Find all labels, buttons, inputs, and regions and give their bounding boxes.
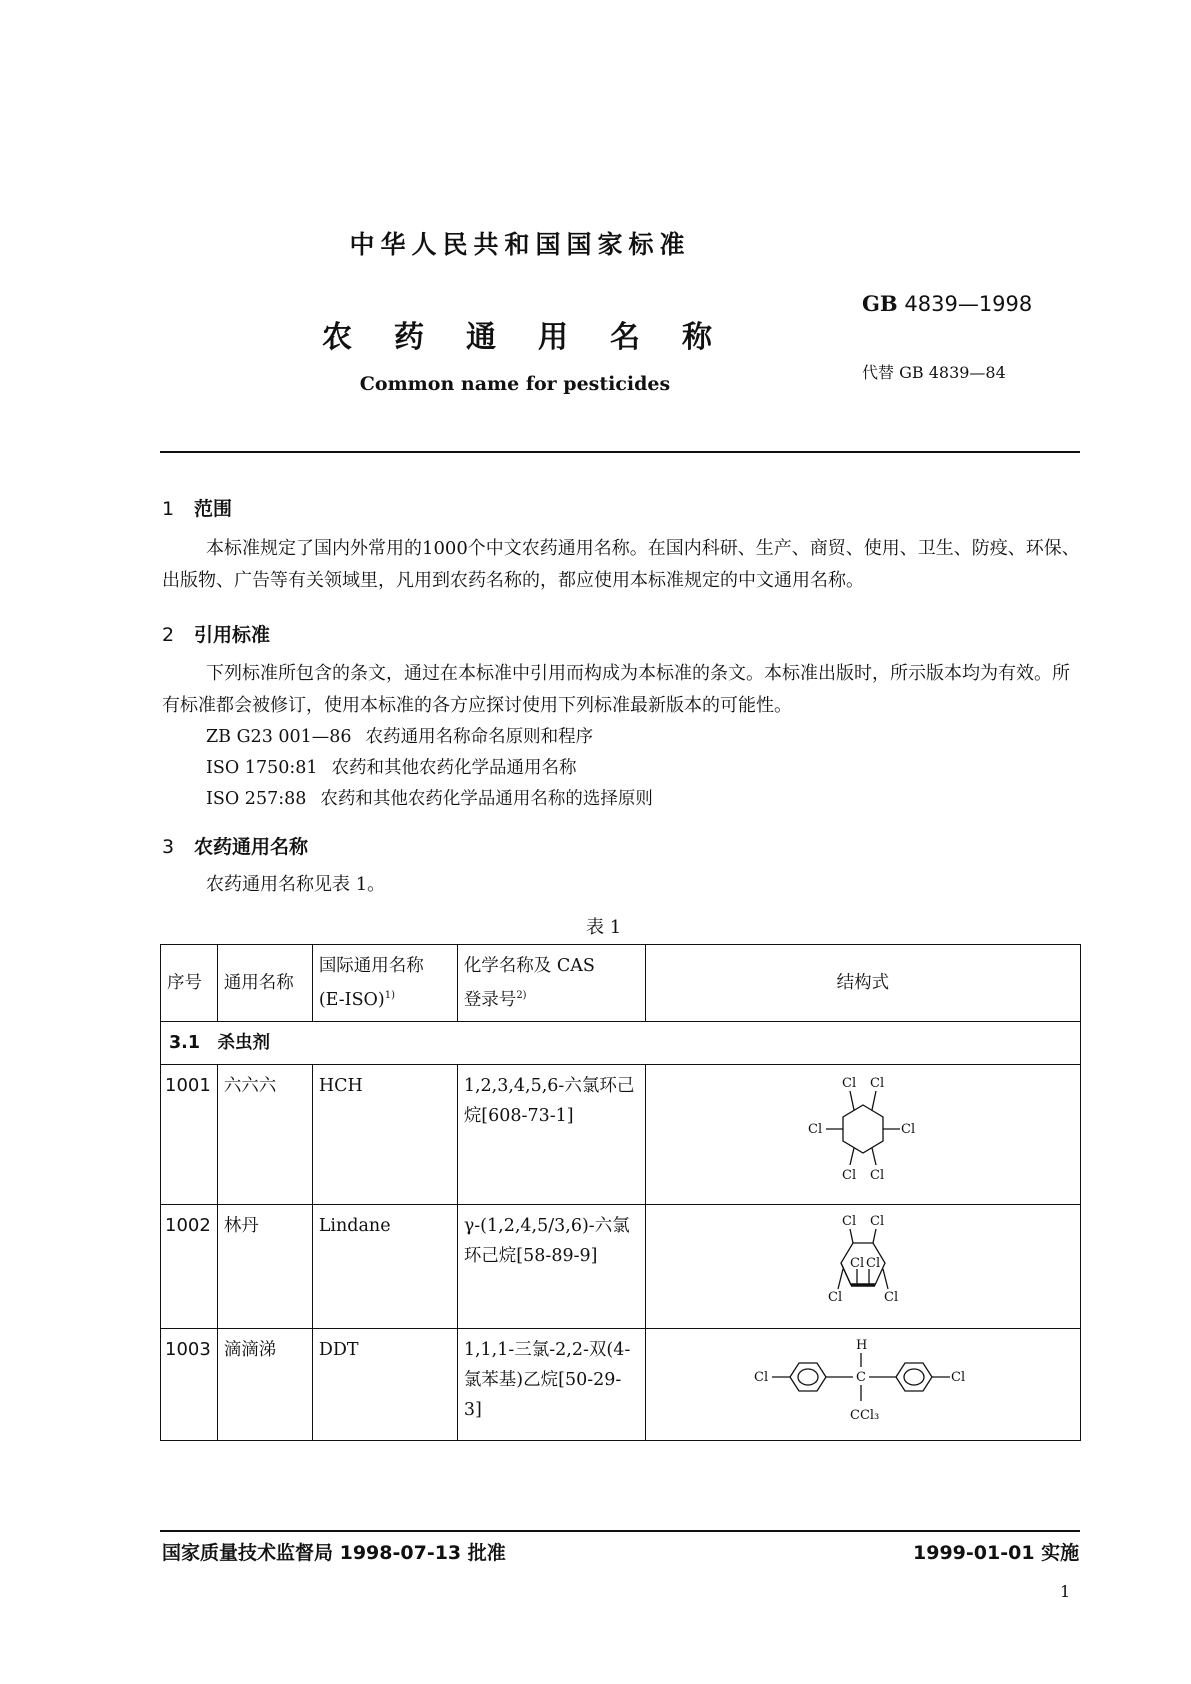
table-header-row	[161, 945, 1081, 1022]
chlorine-label: Cl	[869, 1075, 885, 1091]
standard-organization: 中华人民共和国国家标准	[349, 230, 691, 259]
lindane-structure	[788, 1211, 938, 1313]
section-3-heading: 3 农药通用名称	[162, 836, 309, 858]
cell-chem-name: 1,2,3,4,5,6-六氯环己烷[608-73-1]	[457, 1064, 645, 1204]
pesticide-names-table	[160, 944, 1081, 1441]
code-number: 4839—1998	[904, 292, 1033, 316]
footer-divider	[160, 1530, 1080, 1532]
reference-item: ZB G23 001—86 农药通用名称命名原则和程序	[206, 727, 594, 747]
chlorine-label: Cl	[865, 1255, 881, 1271]
cell-iso-name: DDT	[312, 1328, 457, 1440]
chlorine-label: Cl	[900, 1121, 916, 1137]
chlorine-label: Cl	[827, 1289, 843, 1305]
cell-structure	[645, 1204, 1080, 1328]
cell-common-name: 林丹	[217, 1204, 312, 1328]
document-title-en: Common name for pesticides	[359, 373, 671, 395]
effective-date: 1999-01-01 实施	[913, 1542, 1080, 1564]
replaces-note: 代替 GB 4839—84	[862, 363, 1006, 382]
chlorine-label: Cl	[869, 1167, 885, 1183]
chlorine-label: Cl	[869, 1213, 885, 1229]
cell-common-name: 六六六	[217, 1064, 312, 1204]
document-title-cn: 农药通用名称	[322, 320, 754, 355]
header-iso-name: 国际通用名称 $(E-ISO)^{1)}$	[312, 945, 457, 1022]
code-prefix: GB	[862, 291, 898, 316]
cyclohexane-ring	[843, 1105, 883, 1153]
trichloromethyl-label: CCl₃	[849, 1407, 880, 1423]
chlorine-label: Cl	[841, 1167, 857, 1183]
chlorine-label: Cl	[841, 1213, 857, 1229]
header-divider	[160, 451, 1080, 453]
chlorine-label: Cl	[849, 1255, 865, 1271]
cell-common-name: 滴滴涕	[217, 1328, 312, 1440]
benzene-ring-right	[896, 1363, 932, 1391]
chlorine-label: Cl	[753, 1369, 769, 1385]
cell-chem-name: 1,1,1-三氯-2,2-双(4-氯苯基)乙烷[50-29-3]	[457, 1328, 645, 1440]
cell-seq: 1003	[161, 1328, 218, 1440]
header-common-name: 通用名称	[217, 945, 312, 1022]
chlorine-label: Cl	[950, 1369, 966, 1385]
chlorine-label: Cl	[841, 1075, 857, 1091]
page-number: 1	[1060, 1582, 1071, 1601]
table-row	[161, 1204, 1081, 1328]
hydrogen-label: H	[855, 1337, 868, 1353]
cell-chem-name: γ-(1,2,4,5/3,6)-六氯环己烷[58-89-9]	[457, 1204, 645, 1328]
hch-structure	[788, 1071, 938, 1189]
cell-seq: 1002	[161, 1204, 218, 1328]
cell-seq: 1001	[161, 1064, 218, 1204]
chlorine-label: Cl	[807, 1121, 823, 1137]
cell-iso-name: Lindane	[312, 1204, 457, 1328]
table-row	[161, 1064, 1081, 1204]
section-2-heading: 2 引用标准	[162, 624, 271, 646]
section-3-paragraph: 农药通用名称见表 1。	[206, 874, 386, 895]
cell-structure	[645, 1328, 1080, 1440]
section-1-paragraph: 本标准规定了国内外常用的1000个中文农药通用名称。在国内科研、生产、商贸、使用、卫生、防疫、环保、出版物、广告等有关领域里，凡用到农药名称的，都应使用本标准规定的中文通用名称。	[162, 538, 1080, 591]
table-caption: 表 1	[586, 917, 622, 938]
table-row	[161, 1328, 1081, 1440]
table-category-row	[161, 1021, 1081, 1064]
header-chem-name: 化学名称及 CAS 登录号$^{2)}$	[457, 945, 645, 1022]
section-1-heading: 1 范围	[162, 498, 233, 520]
header-structure: 结构式	[645, 945, 1080, 1022]
section-2-paragraph: 下列标准所包含的条文，通过在本标准中引用而构成为本标准的条文。本标准出版时，所示版本均为有效。所有标准都会被修订，使用本标准的各方应探讨使用下列标准最新版本的可能性。	[162, 663, 1070, 716]
cell-structure	[645, 1064, 1080, 1204]
carbon-label: C	[855, 1369, 866, 1385]
reference-item: ISO 257:88 农药和其他农药化学品通用名称的选择原则	[206, 789, 653, 809]
cell-iso-name: HCH	[312, 1064, 457, 1204]
header-seq: 序号	[161, 945, 218, 1022]
chlorine-label: Cl	[883, 1289, 899, 1305]
category-insecticides: 3.1 杀虫剂	[161, 1021, 1081, 1064]
reference-item: ISO 1750:81 农药和其他农药化学品通用名称	[206, 758, 577, 778]
benzene-ring-left	[790, 1363, 826, 1391]
ddt-structure	[748, 1335, 978, 1431]
standard-code	[862, 291, 1032, 316]
approval-date: 国家质量技术监督局 1998-07-13 批准	[162, 1542, 506, 1564]
